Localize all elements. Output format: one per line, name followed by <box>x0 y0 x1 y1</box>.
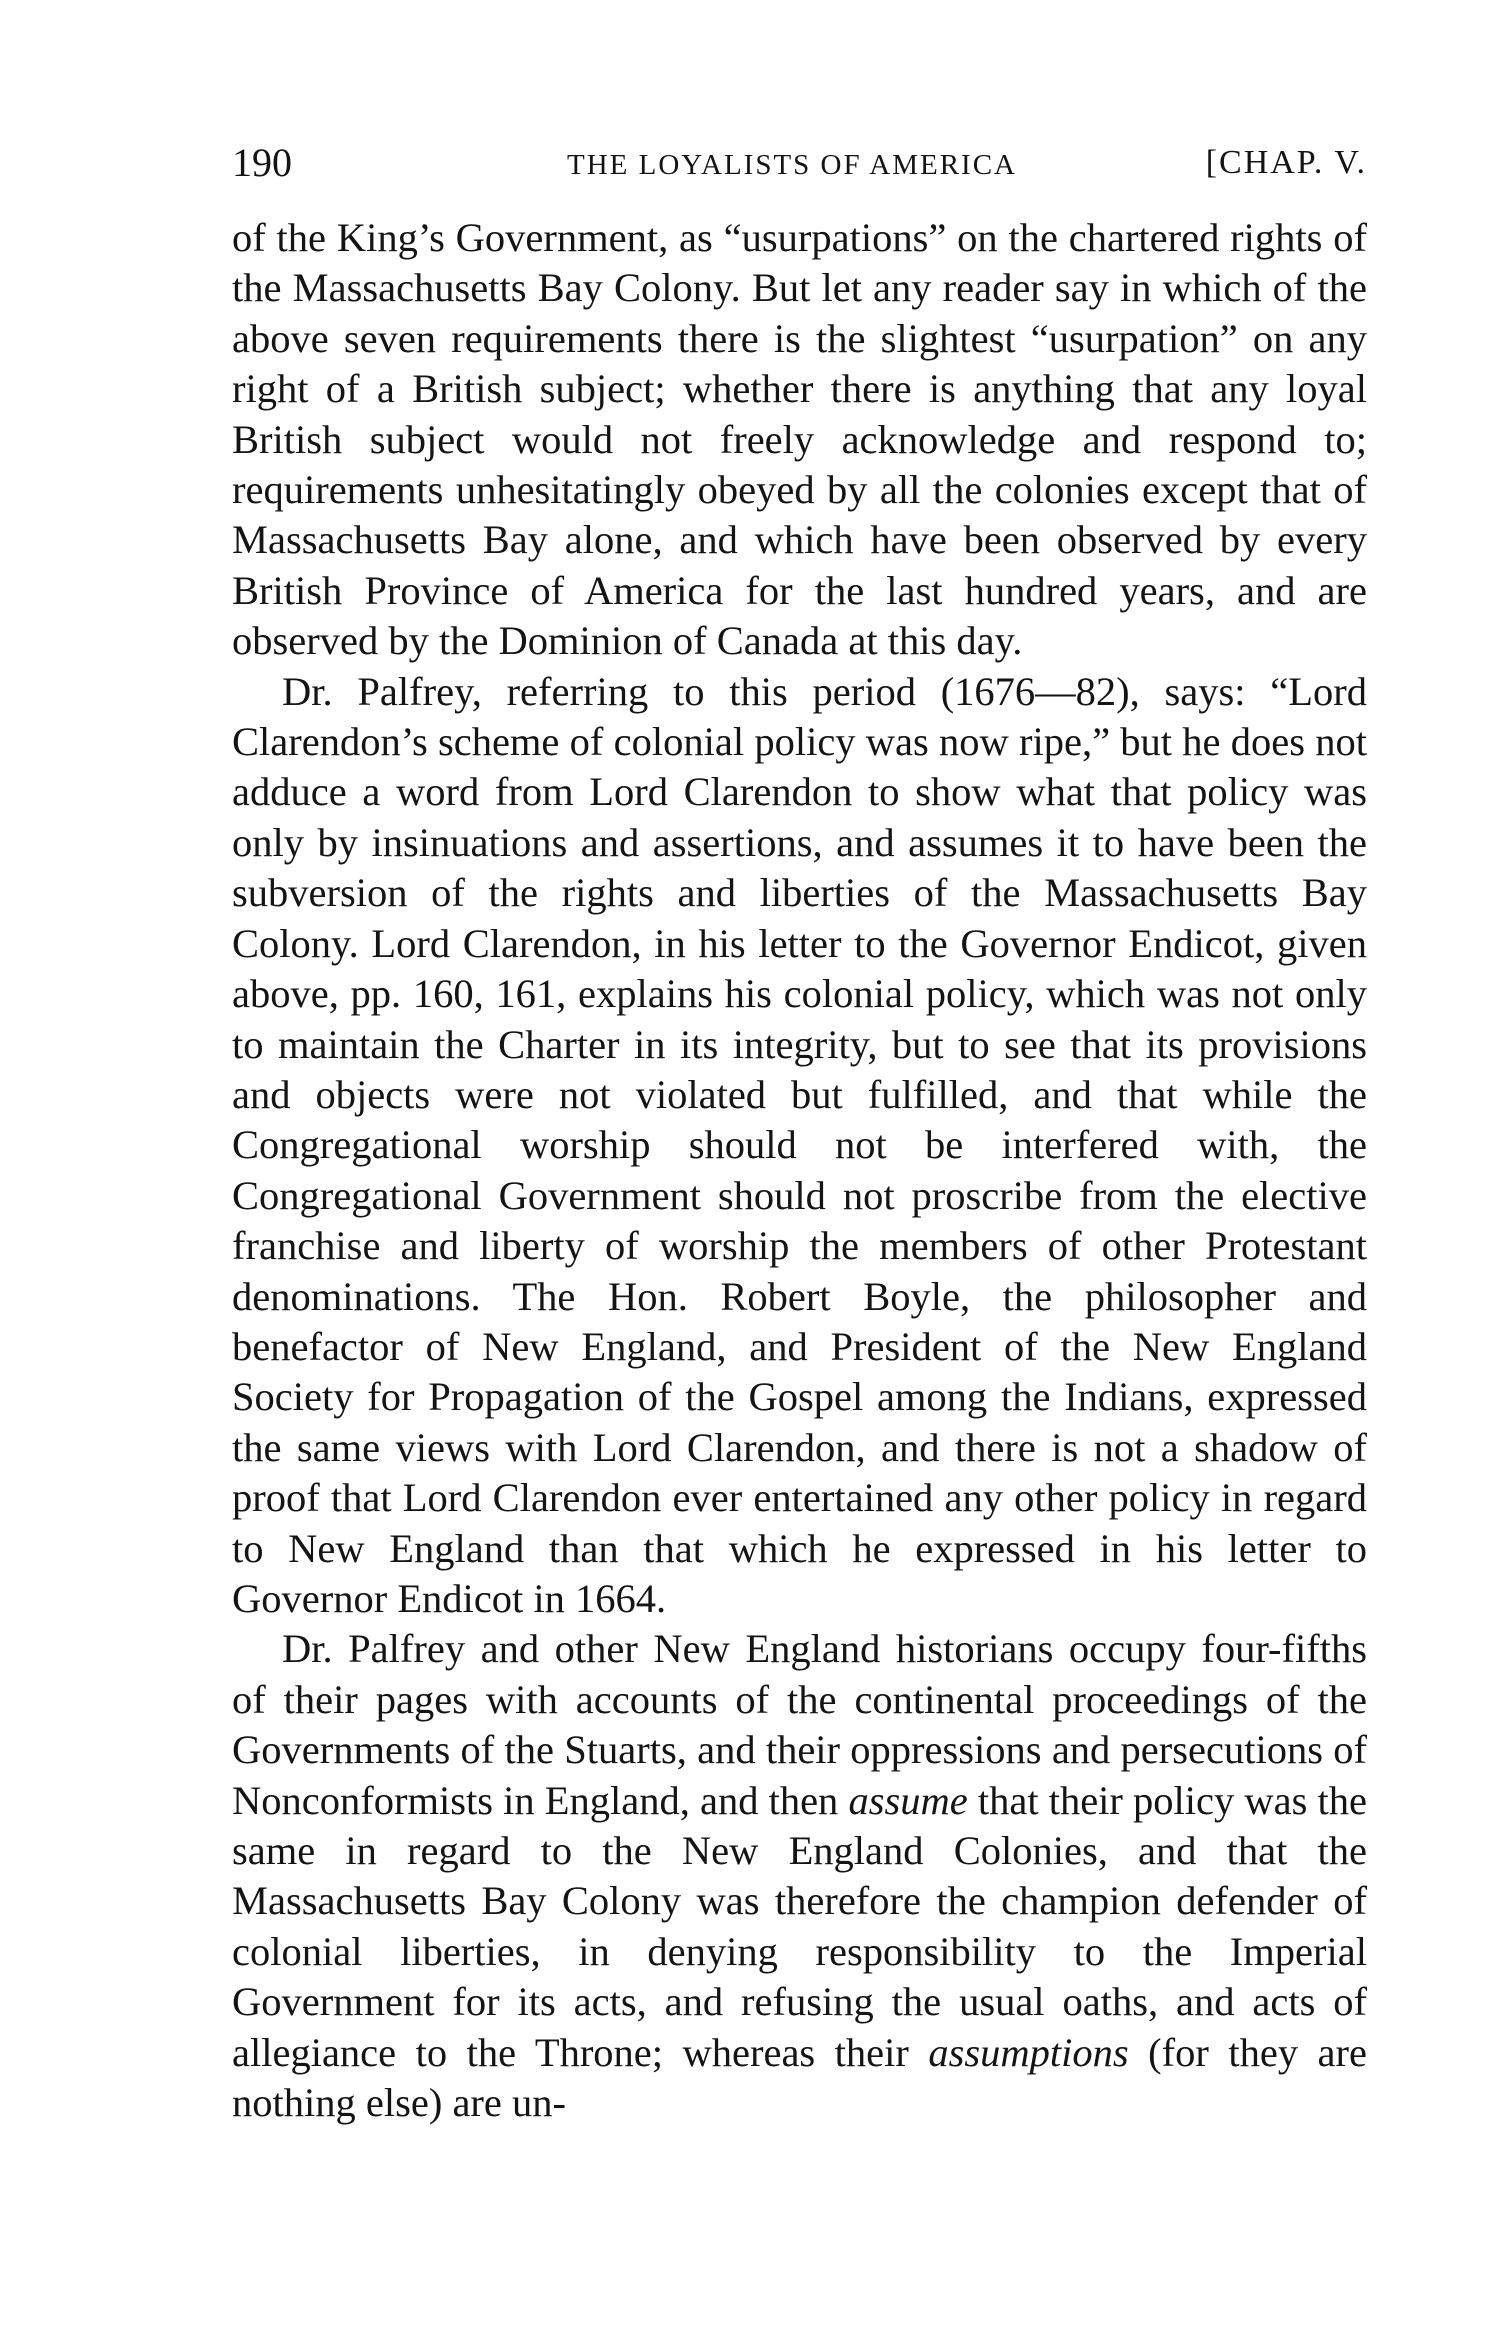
paragraph-3-part-a: Dr. Palfrey and other New England historians occupy four-fifths of their pages with accounts of the continental proceedings of the Governments of the Stuarts, and their oppressions and persecutions of Nonconformists in England, and then <box>232 1626 1367 1823</box>
running-header <box>232 138 1367 188</box>
chapter-label: [CHAP. V. <box>1205 144 1367 181</box>
page-number: 190 <box>232 140 292 185</box>
paragraph-1: of the King’s Government, as “usurpations” on the chartered rights of the Massachusetts Bay Colony. But let any reader say in which of the above seven requirements there is the slightest “usurpation” on any right of a British subject; whether there is anything that any loyal British subject would not freely acknowledge and respond to; requirements unhesitatingly obeyed by all the colonies except that of Massachusetts Bay alone, and which have been observed by every British Province of America for the last hundred years, and are observed by the Dominion of Canada at this day. <box>232 215 1367 664</box>
running-title: THE LOYALISTS OF AMERICA <box>567 149 1017 181</box>
paragraph-3-part-c: (for they are nothing else) are un- <box>232 2029 1367 2126</box>
paragraph-3 <box>232 1624 1367 2128</box>
emphasis-assume: assume <box>848 1777 968 1823</box>
paragraph-2: Dr. Palfrey, referring to this period (1676—82), says: “Lord Clarendon’s scheme of colonial policy was now ripe,” but he does not adduce a word from Lord Clarendon to show what that policy was only by insinuations and assertions, and assumes it to have been the subversion of the rights and liberties of the Massachusetts Bay Colony. Lord Clarendon, in his letter to the Governor Endicot, given above, pp. 160, 161, explains his colonial policy, which was not only to maintain the Charter in its integrity, but to see that its provisions and objects were not violated but fulfilled, and that while the Congregational worship should not be interfered with, the Congregational Government should not proscribe from the elective franchise and liberty of worship the members of other Protestant denominations. The Hon. Robert Boyle, the philosopher and benefactor of New England, and President of the New England Society for Propagation of the Gospel among the Indians, expressed the same views with Lord Clarendon, and there is not a shadow of proof that Lord Clarendon ever entertained any other policy in regard to New England than that which he expressed in his letter to Governor Endicot in 1664. <box>232 668 1367 1621</box>
body-text <box>232 213 1367 2128</box>
paragraph-3-part-b: that their policy was the same in regard to the New England Colonies, and that the Massachusetts Bay Colony was therefore the champion defender of colonial liberties, in denying responsibility to the Imperial Government for its acts, and refusing the usual oaths, and acts of allegiance to the Throne; whereas their <box>232 1777 1368 2075</box>
emphasis-assumptions: assumptions <box>928 2029 1129 2075</box>
